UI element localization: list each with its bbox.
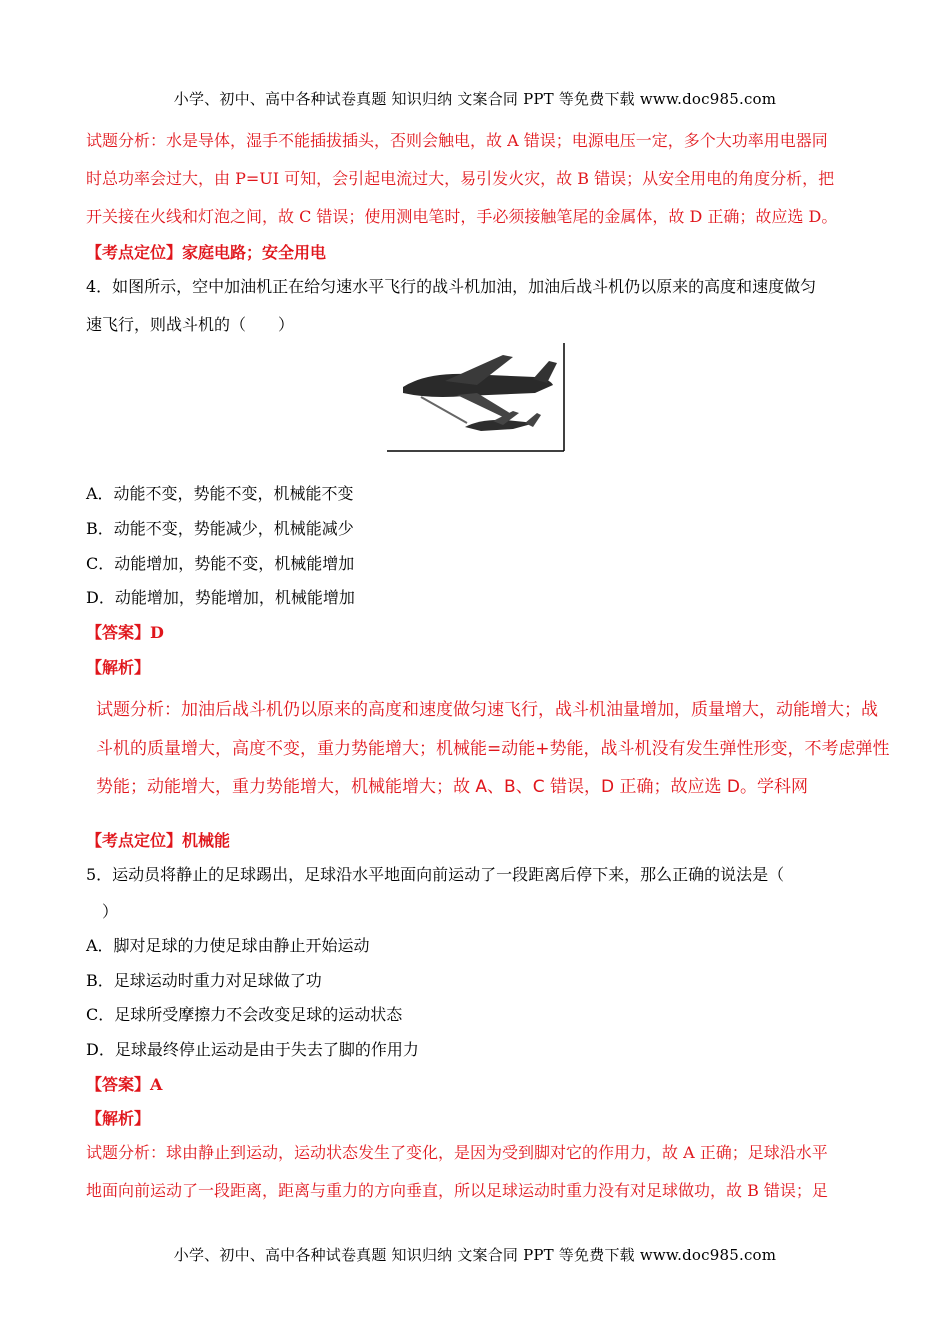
q4-answer-value: D (150, 623, 164, 642)
q4-kaodian (86, 828, 866, 851)
q5-analysis-line-1: 试题分析：球由静止到运动，运动状态发生了变化，是因为受到脚对它的作用力，故 A 正确；足球沿水平 (86, 1143, 828, 1162)
q4-jiexi-label: 【解析】 (86, 658, 151, 677)
q3-analysis-line-2: 时总功率会过大，由 P=UI 可知，会引起电流过大，易引发火灾，故 B 错误；从安全用电的角度分析，把 (86, 169, 835, 188)
q3-analysis-line-1: 试题分析：水是导体，湿手不能插拔插头，否则会触电，故 A 错误；电源电压一定，多个大功率用电器同 (86, 131, 828, 150)
page-footer: 小学、初中、高中各种试卷真题 知识归纳 文案合同 PPT 等免费下载 www.doc985.com (173, 1246, 777, 1264)
q3-kaodian-text: 家庭电路；安全用电 (182, 243, 327, 262)
q4-stem-line-2: 速飞行，则战斗机的（ ） (86, 315, 295, 334)
q4-analysis-line-3: 势能；动能增大，重力势能增大，机械能增大；故 A、B、C 错误，D 正确；故应选 D。学科网 (96, 777, 808, 797)
q4-analysis-line-2: 斗机的质量增大，高度不变，重力势能增大；机械能=动能+势能，战斗机没有发生弹性形变，不考虑弹性 (96, 739, 890, 759)
q3-kaodian-label: 【考点定位】 (86, 243, 183, 262)
q5-analysis-line-2: 地面向前运动了一段距离，距离与重力的方向垂直，所以足球运动时重力没有对足球做功，故 B 错误；足 (86, 1181, 828, 1200)
q4-answer (86, 620, 866, 643)
q5-option-c: C．足球所受摩擦力不会改变足球的运动状态 (86, 1005, 403, 1024)
q4-analysis-line-1: 试题分析：加油后战斗机仍以原来的高度和速度做匀速飞行，战斗机油量增加，质量增大，动能增大；战 (96, 700, 878, 720)
q5-answer-label: 【答案】 (86, 1075, 151, 1094)
q5-option-d: D．足球最终停止运动是由于失去了脚的作用力 (86, 1040, 419, 1059)
q5-option-b: B．足球运动时重力对足球做了功 (86, 971, 322, 990)
q5-stem-line-2: ） (86, 902, 119, 921)
page-header: 小学、初中、高中各种试卷真题 知识归纳 文案合同 PPT 等免费下载 www.doc985.com (173, 90, 777, 108)
q4-option-b: B．动能不变，势能减少，机械能减少 (86, 519, 354, 538)
q4-option-c: C．动能增加，势能不变，机械能增加 (86, 554, 355, 573)
q4-answer-label: 【答案】 (86, 623, 151, 642)
q4-stem-line-1: 4．如图所示，空中加油机正在给匀速水平飞行的战斗机加油，加油后战斗机仍以原来的高度和速度做匀 (86, 277, 817, 296)
q5-answer-value: A (150, 1075, 163, 1094)
q4-kaodian-text: 机械能 (182, 831, 231, 850)
q4-kaodian-label: 【考点定位】 (86, 831, 183, 850)
refueling-aircraft-figure (385, 341, 567, 453)
q4-option-a: A．动能不变，势能不变，机械能不变 (86, 484, 354, 503)
q5-jiexi-label: 【解析】 (86, 1109, 151, 1128)
q5-option-a: A．脚对足球的力使足球由静止开始运动 (86, 936, 370, 955)
q5-answer (86, 1072, 866, 1095)
q4-option-d: D．动能增加，势能增加，机械能增加 (86, 588, 355, 607)
q3-kaodian (86, 240, 866, 263)
q3-analysis-line-3: 开关接在火线和灯泡之间，故 C 错误；使用测电笔时，手必须接触笔尾的金属体，故 D 正确；故应选 D。 (86, 207, 838, 226)
q5-stem-line-1: 5．运动员将静止的足球踢出，足球沿水平地面向前运动了一段距离后停下来，那么正确的说法是（ (86, 865, 785, 884)
